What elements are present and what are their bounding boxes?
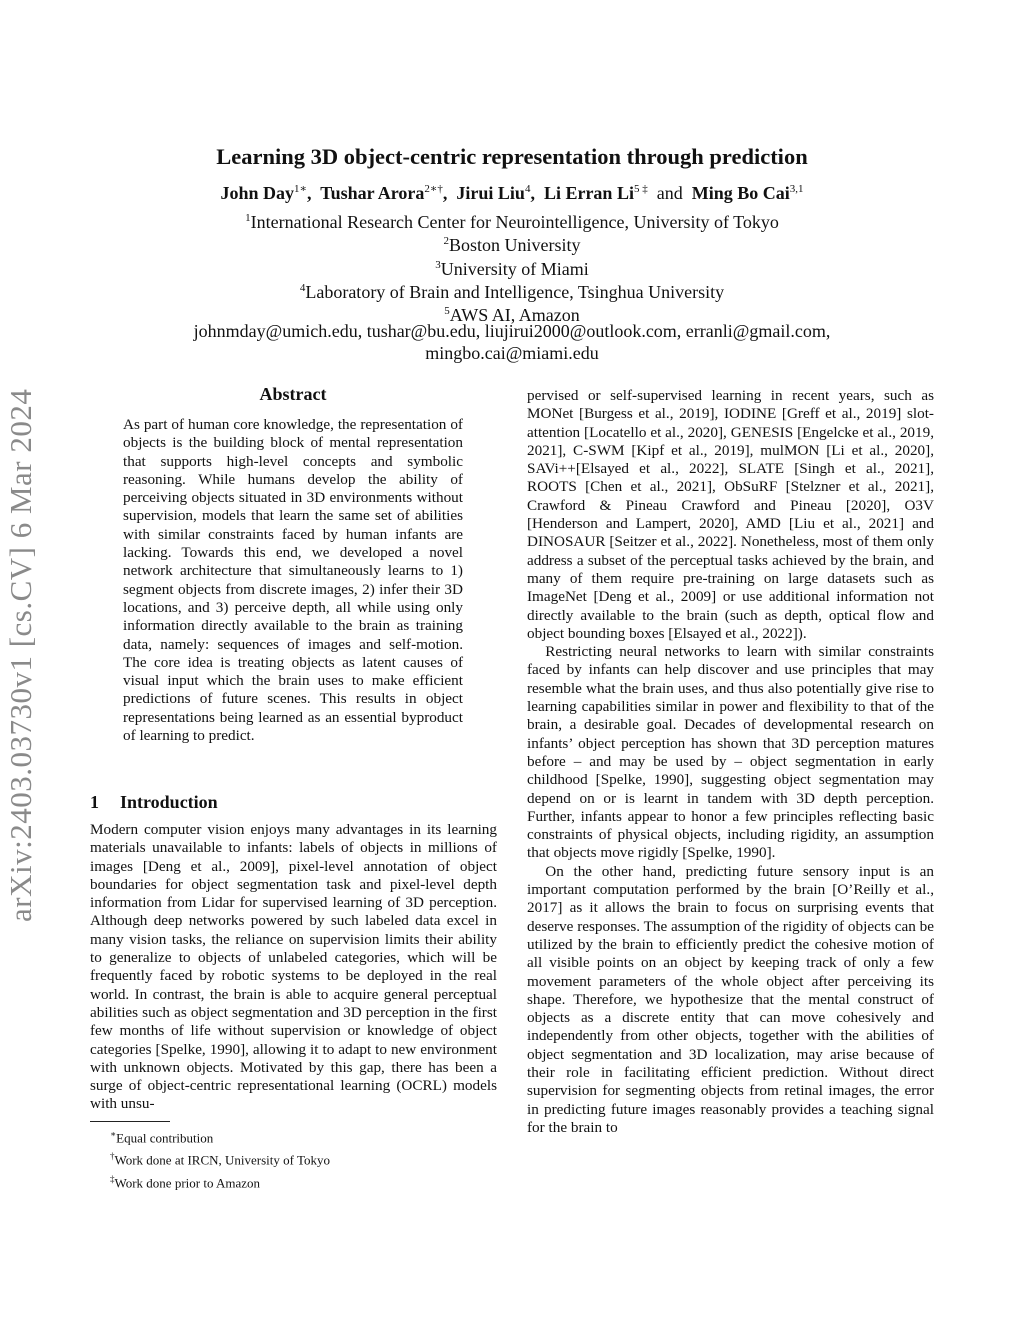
affiliation-text: AWS AI, Amazon <box>449 305 580 325</box>
footnote-rule <box>90 1121 170 1122</box>
abstract-body <box>123 416 463 745</box>
footnote-text: Work done prior to Amazon <box>114 1174 261 1190</box>
author-list: John Day$^{1∗}$, Tushar Arora$^{2∗\dagger}$, Jirui Liu$^4$, Li Erran $Li^{5 \ddagger}$ and Ming Bo Cai$^{3,1}$ <box>220 183 804 203</box>
footnote <box>110 1147 330 1169</box>
affiliation-number: 1 <box>245 212 251 224</box>
author-emails <box>100 320 924 364</box>
section-number: 1 <box>90 792 99 812</box>
body-paragraph: pervised or self-supervised learning in recent years, such as MONet [Burgess et al., 2019], IODINE [Greff et al., 2019] slot-attention [Locatello et al., 2020], GENESIS [Engelcke et al., 2019, 2021], C-SWM [Kipf et al., 2019], mulMON [Li et al., 2020], SAVi++[Elsayed et al., 2022], SLATE [Singh et al., 2021], ROOTS [Chen et al., 2021], ObSuRF [Stelzner et al., 2021], Crawford & Pineau Crawford and Pineau [2020], O3V [Henderson and Lampert, 2020], AMD [Liu et al., 2021] and DINOSAUR [Seitzer et al., 2022]. Nonetheless, most of them only address a subset of the perceptual tasks achieved by the brain, and many of them require pre-training on large datasets such as ImageNet [Deng et al., 2009] or use additional information not directly available to the brain (such as depth, optical flow and object bounding boxes [Elsayed et al., 2022]). <box>527 387 934 642</box>
footnotes <box>110 1125 330 1192</box>
author-marks: 2∗† <box>424 183 443 195</box>
author-conjunction: and <box>656 183 683 203</box>
arxiv-identifier: arXiv:2403.03730v1 [cs.CV] 6 Mar 2024 <box>3 388 38 922</box>
author-marks: 4 <box>524 183 531 195</box>
affiliation-text: University of Miami <box>440 259 589 279</box>
footnote-text: Work done at IRCN, University of Tokyo <box>114 1152 331 1168</box>
abstract-paragraph: As part of human core knowledge, the representation of objects is the building block of mental representation that supports high-level concepts and symbolic reasoning. While humans develop the ability of perceiving objects situated in 3D environments without supervision, models that learn the same set of abilities with similar constraints faced by human infants are lacking. Towards this end, we developed a novel network architecture that simultaneously learns to 1) segment objects from discrete images, 2) infer their 3D locations, and 3) perceive depth, all while using only information directly available to the brain as training data, namely: sequences of images and self-motion. The core idea is treating objects as latent causes of visual input which the brain uses to make efficient predictions of future scenes. This results in object representations being learned as an essential byproduct of learning to predict. <box>123 416 463 745</box>
author-marks: 1∗ <box>294 183 308 195</box>
intro-left-column <box>90 821 497 1114</box>
affiliation-number: 3 <box>435 259 441 271</box>
affiliation-number: 2 <box>443 235 449 247</box>
body-paragraph: On the other hand, predicting future sensory input is an important computation performed by the brain [O’Reilly et al., 2017] as it allows the brain to focus on surprising events that deserve responses. The assumption of the rigidity of objects can be utilized by the brain to efficiently predict the cohesive motion of all visible points on an object by keeping track of only a few movement parameters of the whole object after perceiving its shape. Therefore, we hypothesize that the mental construct of objects as a discrete entity that can move cohesively and independently from other objects, together with the abilities of object segmentation and 3D localization, may arise because of their role in facilitating efficient prediction. Without direct supervision for segmenting objects from retinal images, the error in predicting future images reasonably provides a teaching signal for the brain to <box>527 862 934 1136</box>
section-heading <box>90 792 218 813</box>
affiliation-text: International Research Center for Neurointelligence, University of Tokyo <box>250 212 779 232</box>
affiliation-text: Boston University <box>448 235 581 255</box>
author-name: Jirui Liu <box>456 183 525 203</box>
footnote <box>110 1125 330 1147</box>
footnote-mark: ∗ <box>110 1129 117 1139</box>
intro-right-column <box>527 387 934 1137</box>
email-line[interactable]: johnmday@umich.edu, tushar@bu.edu, liujirui2000@outlook.com, erranli@gmail.com, <box>193 321 831 341</box>
abstract-heading: Abstract <box>259 384 327 404</box>
author-marks: 3,1 <box>789 183 804 195</box>
affiliation <box>100 230 924 256</box>
paper-title: Learning 3D object-centric representation through prediction <box>216 144 808 169</box>
author-name: John Day <box>220 183 295 203</box>
body-paragraph: Modern computer vision enjoys many advantages in its learning materials unavailable to infants: labels of objects in millions of images [Deng et al., 2009], pixel-level annotation of object boundaries for object segmentation task and pixel-level depth information from Lidar for supervised learning of 3D perception. Although deep networks powered by such labeled data excel in many vision tasks, the reliance on supervision limits their ability to generalize to objects of unlabeled categories, which will be frequently faced by robotic systems to be deployed in the real world. In contrast, the brain is able to acquire general perceptual abilities such as object segmentation and 3D perception in the first few months of life without supervision or knowledge of object categories [Spelke, 1990], allowing it to adapt to new environment with unknown objects. Motivated by this gap, there has been a surge of object-centric representational learning (OCRL) models with unsu- <box>90 821 497 1113</box>
footnote-mark: ‡ <box>110 1173 115 1184</box>
author-name: Ming Bo Cai <box>691 183 790 203</box>
footnote-text: Equal contribution <box>116 1130 214 1146</box>
affiliation-number: 5 <box>444 305 450 317</box>
email-line[interactable]: mingbo.cai@miami.edu <box>425 343 599 363</box>
affiliation-text: Laboratory of Brain and Intelligence, Tsinghua University <box>305 282 725 302</box>
author-name: Li Erran Li <box>543 183 634 203</box>
body-paragraph: Restricting neural networks to learn with similar constraints faced by infants can help discover and use principles that may resemble what the brain uses, and thus also potentially give rise to learning capabilities similar in power and flexibility to that of the brain, a desirable goal. Decades of developmental research on infants’ object perception has shown that 3D perception matures before – and may be used by – object segmentation in early childhood [Spelke, 1990], suggesting object segmentation may depend on or is learnt in tandem with 3D depth perception. Further, infants appear to honor a few principles reflecting basic constraints of physical objects, including rigidity, an assumption that objects move rigidly [Spelke, 1990]. <box>527 643 934 862</box>
footnote-mark: † <box>110 1151 115 1162</box>
footnote <box>110 1170 330 1192</box>
author-marks: 5 ‡ <box>633 183 648 195</box>
affiliation-number: 4 <box>299 282 306 294</box>
section-title: Introduction <box>120 792 218 812</box>
author-name: Tushar Arora <box>320 183 425 203</box>
